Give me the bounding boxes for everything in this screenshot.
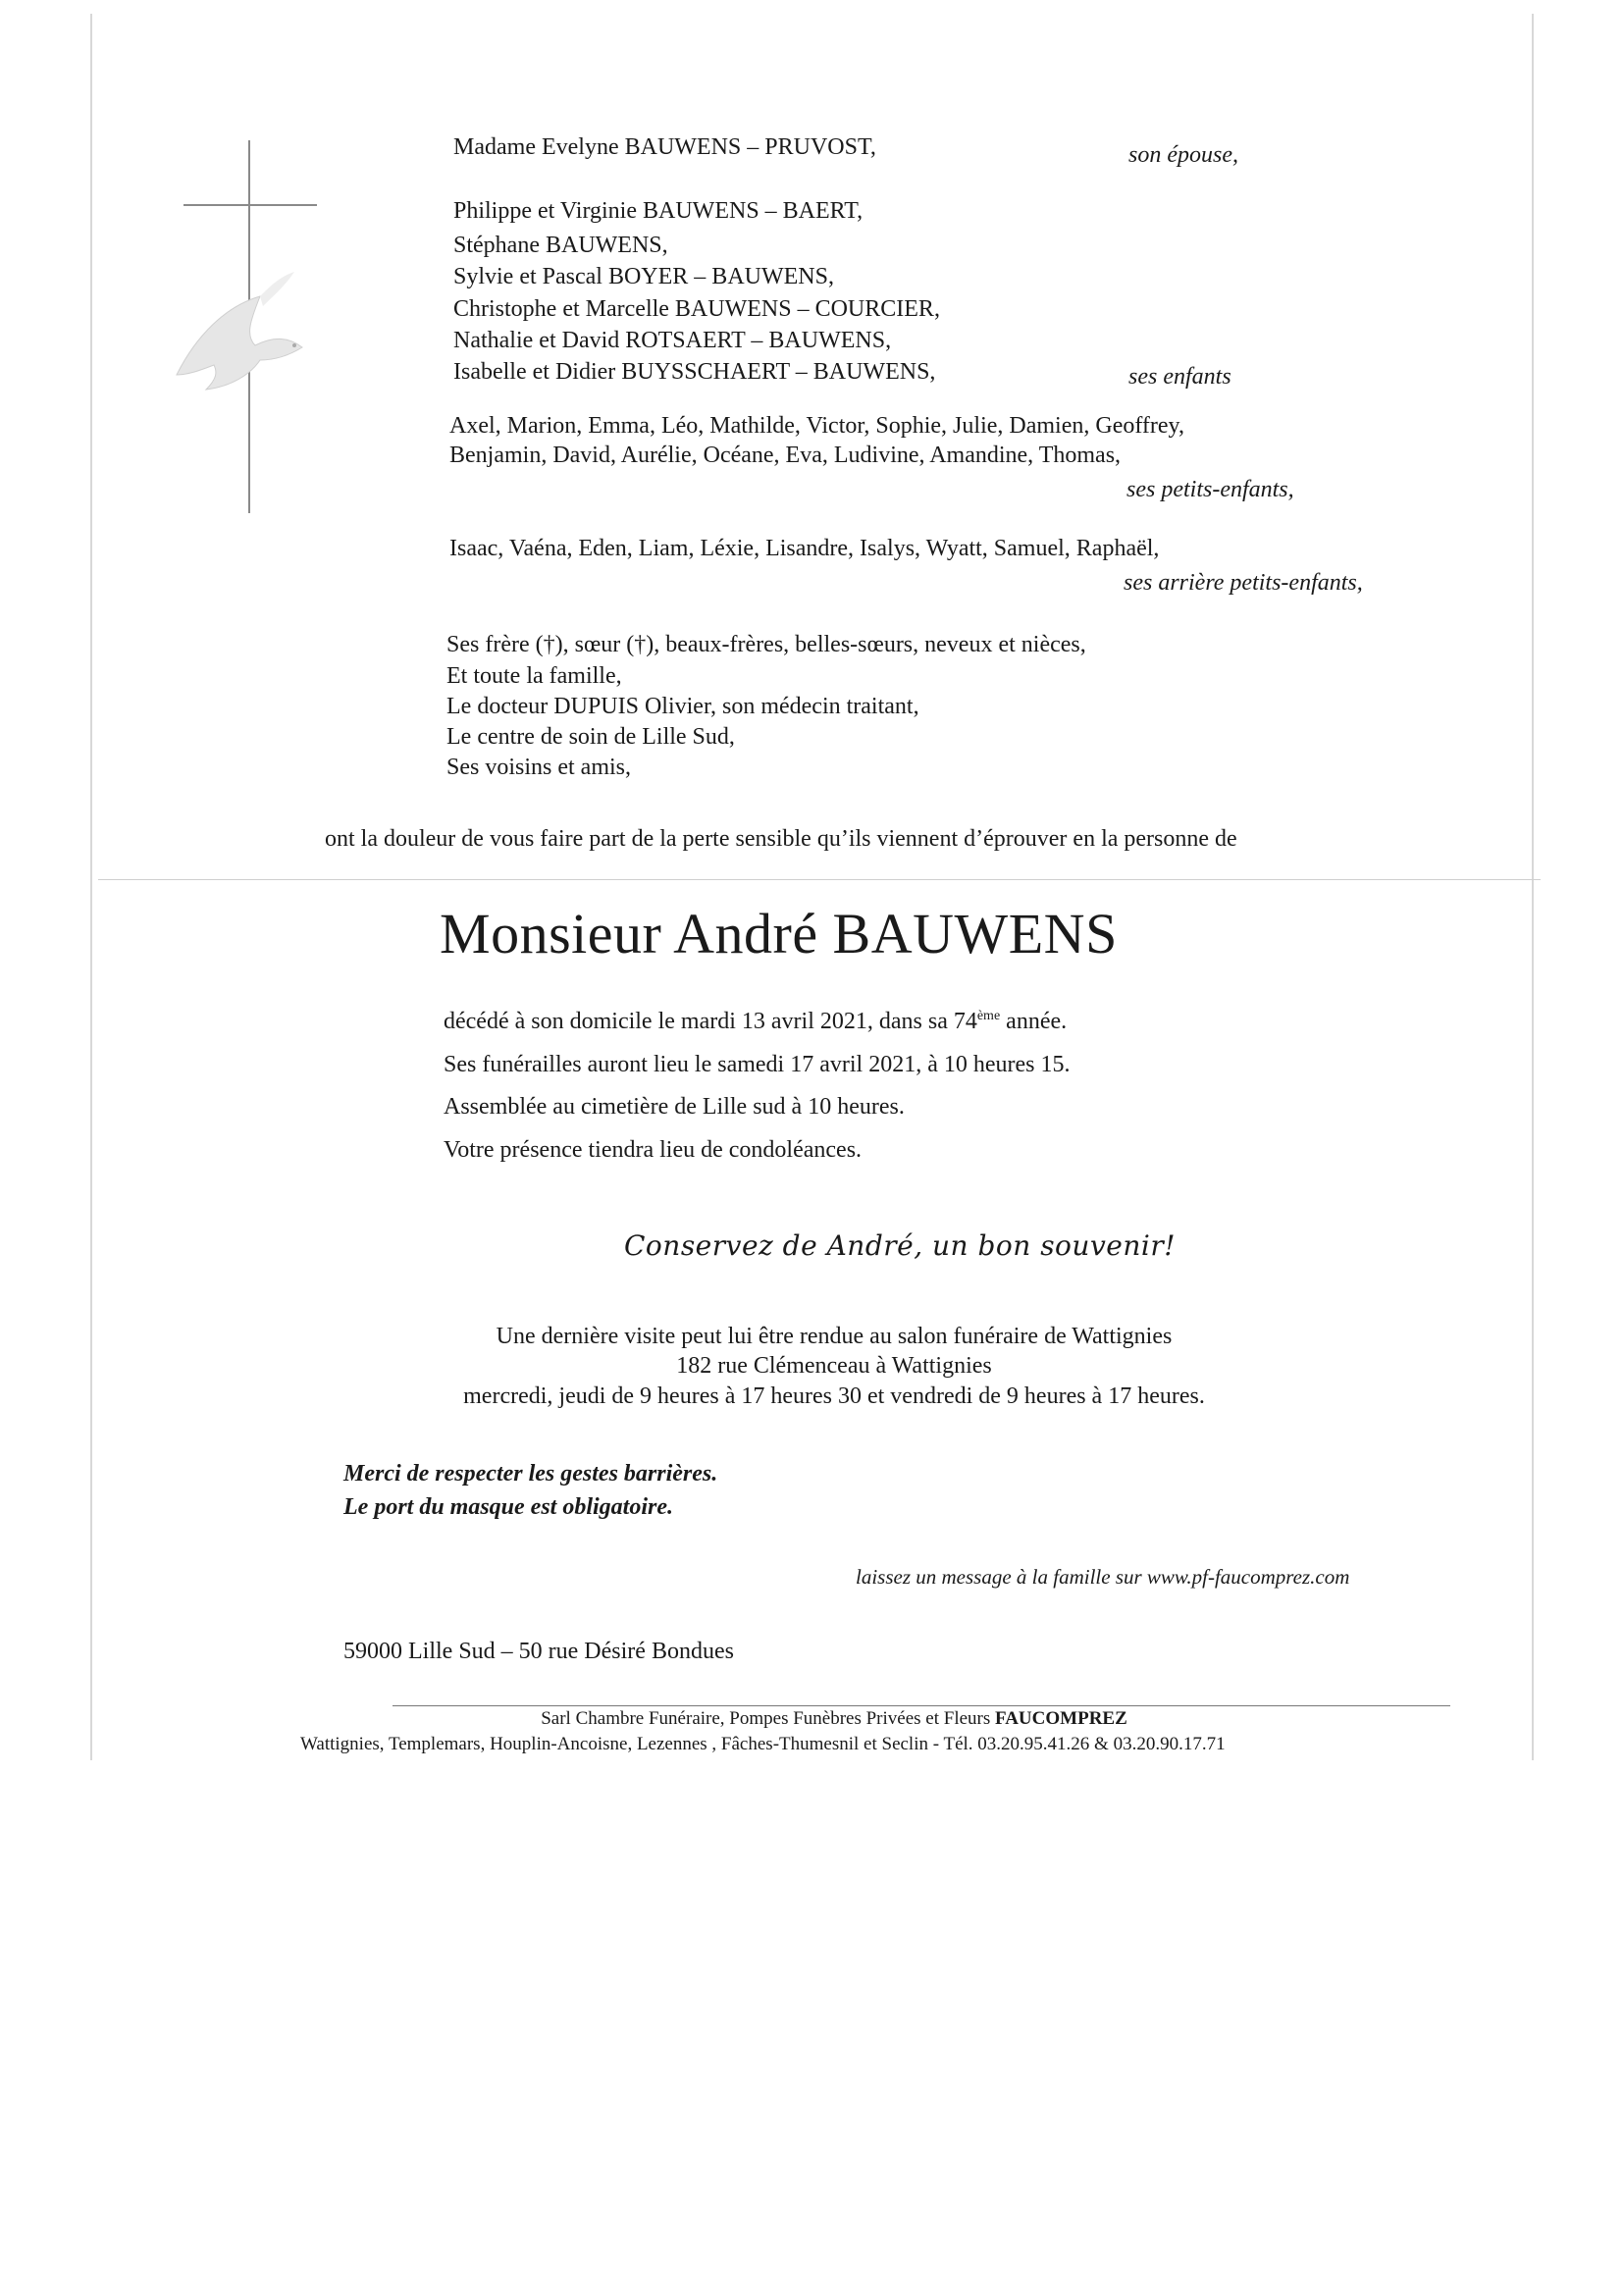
grandchildren-line: Axel, Marion, Emma, Léo, Mathilde, Victor, Sophie, Julie, Damien, Geoffrey,	[449, 413, 1184, 439]
children-role: ses enfants	[1128, 364, 1231, 390]
visit-hours: mercredi, jeudi de 9 heures à 17 heures 30 et vendredi de 9 heures à 17 heures.	[463, 1383, 1205, 1409]
great-grandchildren-line: Isaac, Vaéna, Eden, Liam, Léxie, Lisandre, Isalys, Wyatt, Samuel, Raphaël,	[449, 536, 1160, 561]
child-line: Nathalie et David ROTSAERT – BAUWENS,	[453, 328, 892, 353]
footer-company	[294, 1708, 1374, 1730]
death-superscript: ème	[976, 1009, 1001, 1023]
spouse-role: son épouse,	[1128, 142, 1238, 168]
death-text-end: année.	[1000, 1009, 1068, 1034]
footer-locations: Wattignies, Templemars, Houplin-Ancoisne, Lezennes , Fâches-Thumesnil et Seclin - Tél. 03.20.95.41.26 & 03.20.90.17.71	[300, 1734, 1226, 1754]
spouse-name: Madame Evelyne BAUWENS – PRUVOST,	[453, 134, 876, 160]
fold-line	[98, 879, 1541, 880]
condolences-line: Votre présence tiendra lieu de condoléances.	[444, 1137, 863, 1163]
memory-quote: Conservez de André, un bon souvenir!	[624, 1229, 1176, 1262]
funeral-line: Ses funérailles auront lieu le samedi 17 avril 2021, à 10 heures 15.	[444, 1052, 1071, 1077]
family-other-line: Le centre de soin de Lille Sud,	[446, 724, 735, 750]
death-line	[444, 1010, 1067, 1033]
cross-bar	[183, 204, 317, 206]
message-link[interactable]: laissez un message à la famille sur www.pf-faucomprez.com	[856, 1565, 1350, 1589]
grandchildren-line: Benjamin, David, Aurélie, Océane, Eva, Ludivine, Amandine, Thomas,	[449, 443, 1122, 468]
footer-divider	[393, 1705, 1450, 1706]
page-edge-right	[1532, 14, 1534, 1760]
covid-notice-line: Le port du masque est obligatoire.	[343, 1494, 673, 1520]
address: 59000 Lille Sud – 50 rue Désiré Bondues	[343, 1639, 734, 1664]
family-other-line: Ses frère (†), sœur (†), beaux-frères, belles-sœurs, neveux et nièces,	[446, 632, 1086, 657]
family-other-line: Le docteur DUPUIS Olivier, son médecin traitant,	[446, 694, 919, 719]
footer-brand: FAUCOMPREZ	[995, 1708, 1127, 1729]
child-line: Sylvie et Pascal BOYER – BAUWENS,	[453, 264, 834, 289]
footer-company-text: Sarl Chambre Funéraire, Pompes Funèbres Privées et Fleurs	[541, 1708, 996, 1729]
great-grandchildren-role: ses arrière petits-enfants,	[1124, 570, 1363, 596]
assembly-line: Assemblée au cimetière de Lille sud à 10 heures.	[444, 1094, 905, 1120]
family-other-line: Ses voisins et amis,	[446, 755, 632, 780]
death-text: décédé à son domicile le mardi 13 avril 2021, dans sa 74	[444, 1009, 977, 1034]
announcement: ont la douleur de vous faire part de la perte sensible qu’ils viennent d’éprouver en la personne de	[325, 826, 1237, 852]
covid-notice-line: Merci de respecter les gestes barrières.	[343, 1461, 718, 1487]
dove-icon	[157, 267, 314, 414]
child-line: Stéphane BAUWENS,	[453, 233, 668, 258]
page-edge-left	[90, 14, 92, 1760]
visit-address: 182 rue Clémenceau à Wattignies	[676, 1353, 992, 1379]
child-line: Philippe et Virginie BAUWENS – BAERT,	[453, 198, 864, 224]
child-line: Christophe et Marcelle BAUWENS – COURCIER,	[453, 296, 940, 322]
family-other-line: Et toute la famille,	[446, 663, 622, 689]
visit-line: Une dernière visite peut lui être rendue au salon funéraire de Wattignies	[496, 1324, 1173, 1349]
deceased-name: Monsieur André BAUWENS	[440, 902, 1118, 965]
child-line: Isabelle et Didier BUYSSCHAERT – BAUWENS,	[453, 359, 936, 385]
grandchildren-role: ses petits-enfants,	[1126, 477, 1294, 502]
